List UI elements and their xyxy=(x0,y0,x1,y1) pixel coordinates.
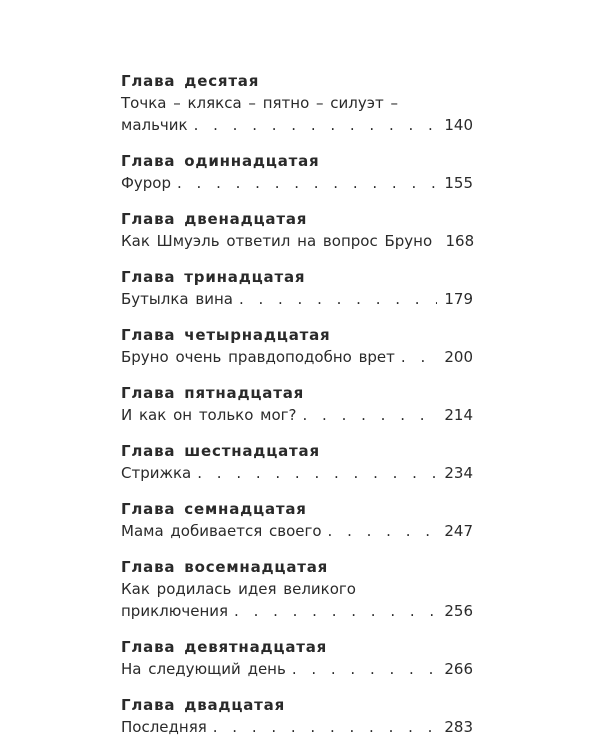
dot-leader xyxy=(328,520,437,542)
chapter-title: На следующий день xyxy=(121,660,286,678)
chapter-title: Мама добивается своего xyxy=(121,522,322,540)
dot-leader xyxy=(234,600,437,622)
page-number: 168 xyxy=(445,232,475,250)
table-of-contents xyxy=(121,70,473,752)
chapter-title: приключения xyxy=(121,602,229,620)
dot-leader xyxy=(303,404,437,426)
toc-entry-line xyxy=(121,172,473,194)
page-number: 214 xyxy=(444,406,473,424)
page-number: 283 xyxy=(444,718,473,736)
toc-chapter-19 xyxy=(121,636,473,680)
chapter-title: Бруно очень правдоподобно врет xyxy=(121,348,395,366)
chapter-heading: Глава двадцатая xyxy=(121,696,286,714)
dot-leader xyxy=(177,172,437,194)
chapter-title-line-1: Точка – клякса – пятно – силуэт – xyxy=(121,94,398,112)
toc-chapter-12 xyxy=(121,208,473,252)
toc-chapter-10 xyxy=(121,70,473,136)
page-number: 247 xyxy=(444,522,473,540)
chapter-heading: Глава двенадцатая xyxy=(121,210,308,228)
toc-entry-line xyxy=(121,658,473,680)
toc-entry-line xyxy=(121,716,473,738)
chapter-heading: Глава четырнадцатая xyxy=(121,326,331,344)
toc-chapter-20 xyxy=(121,694,473,738)
chapter-heading: Глава восемнадцатая xyxy=(121,558,329,576)
chapter-title: Как Шмуэль ответил на вопрос Бруно xyxy=(121,232,433,250)
chapter-title: Бутылка вина xyxy=(121,290,233,308)
chapter-title: мальчик xyxy=(121,116,188,134)
dot-leader xyxy=(194,114,437,136)
toc-chapter-11 xyxy=(121,150,473,194)
chapter-title: Стрижка xyxy=(121,464,192,482)
chapter-heading: Глава пятнадцатая xyxy=(121,384,305,402)
toc-chapter-16 xyxy=(121,440,473,484)
toc-entry-line xyxy=(121,346,473,368)
page-number: 234 xyxy=(444,464,473,482)
dot-leader xyxy=(213,716,437,738)
chapter-heading: Глава одиннадцатая xyxy=(121,152,320,170)
toc-entry-line xyxy=(121,462,473,484)
page-number: 256 xyxy=(444,602,473,620)
chapter-heading: Глава тринадцатая xyxy=(121,268,306,286)
page-number: 266 xyxy=(444,660,473,678)
page-number: 140 xyxy=(444,116,473,134)
chapter-heading: Глава десятая xyxy=(121,72,260,90)
page-number: 155 xyxy=(444,174,473,192)
toc-chapter-13 xyxy=(121,266,473,310)
dot-leader xyxy=(292,658,437,680)
page-number: 179 xyxy=(444,290,473,308)
toc-entry-line xyxy=(121,404,473,426)
toc-chapter-18 xyxy=(121,556,473,622)
toc-entry-line xyxy=(121,114,473,136)
dot-leader xyxy=(401,346,437,368)
toc-chapter-15 xyxy=(121,382,473,426)
toc-entry-line xyxy=(121,600,473,622)
chapter-title: И как он только мог? xyxy=(121,406,297,424)
toc-entry-line xyxy=(121,288,473,310)
dot-leader xyxy=(239,288,437,310)
chapter-heading: Глава шестнадцатая xyxy=(121,442,320,460)
chapter-title: Фурор xyxy=(121,174,172,192)
page-number: 200 xyxy=(444,348,473,366)
chapter-title: Последняя xyxy=(121,718,207,736)
toc-chapter-17 xyxy=(121,498,473,542)
toc-entry-line xyxy=(121,230,473,252)
chapter-heading: Глава семнадцатая xyxy=(121,500,307,518)
toc-chapter-14 xyxy=(121,324,473,368)
chapter-heading: Глава девятнадцатая xyxy=(121,638,328,656)
dot-leader xyxy=(197,462,437,484)
chapter-title-line-1: Как родилась идея великого xyxy=(121,580,356,598)
toc-entry-line xyxy=(121,520,473,542)
